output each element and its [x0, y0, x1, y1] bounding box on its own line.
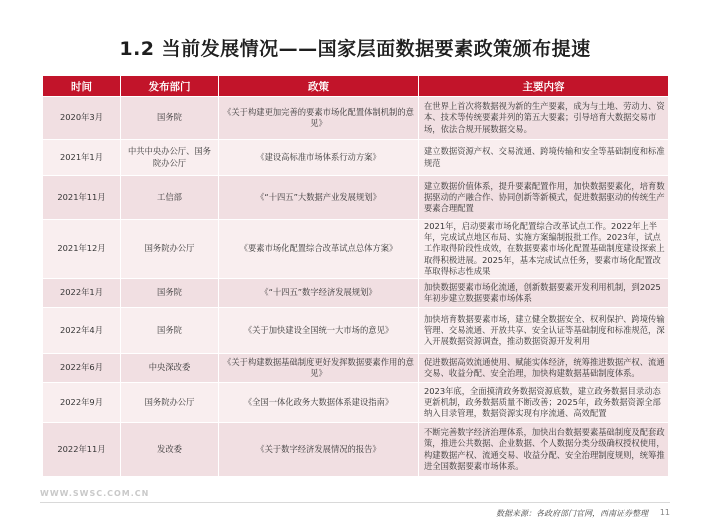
website-watermark: WWW.SWSC.COM.CN: [40, 489, 150, 498]
cell-policy: 《关于构建更加完善的要素市场化配置体制机制的意见》: [219, 97, 419, 140]
cell-content: 2021年，启动要素市场化配置综合改革试点工作。2022年上半年，完成试点地区布局、实施方案编制报批工作。2023年，试点工作取得阶段性成效，在数据要素市场化配置基础制度建设探索上取得积极进展。2025年，基本完成试点任务，要素市场化配置改革取得标志性成果: [419, 220, 669, 279]
cell-department: 国务院办公厅: [121, 220, 219, 279]
table-row: [43, 140, 669, 176]
policy-table-container: [42, 75, 668, 477]
cell-content: 加快数据要素市场化流通，创新数据要素开发利用机制，到2025年初步建立数据要素市场体系: [419, 279, 669, 308]
cell-content: 建立数据价值体系，提升要素配置作用，加快数据要素化，培育数据驱动的产融合作、协同创新等新模式，促进数据驱动的传统生产要素合理配置: [419, 176, 669, 220]
page-title: 1.2 当前发展情况——国家层面数据要素政策颁布提速: [119, 38, 591, 60]
cell-policy: 《关于构建数据基础制度更好发挥数据要素作用的意见》: [219, 354, 419, 383]
page-number: 11: [659, 508, 670, 517]
cell-department: 国务院: [121, 97, 219, 140]
cell-policy: 《全国一体化政务大数据体系建设指南》: [219, 383, 419, 423]
table-row: [43, 97, 669, 140]
cell-time: 2022年1月: [43, 279, 121, 308]
table-row: [43, 220, 669, 279]
cell-policy: 《要素市场化配置综合改革试点总体方案》: [219, 220, 419, 279]
cell-time: 2022年9月: [43, 383, 121, 423]
cell-content: 不断完善数字经济治理体系，加快出台数据要素基础制度及配套政策，推进公共数据、企业数据、个人数据分类分级确权授权使用，构建数据产权、流通交易、收益分配、安全治理制度规则，统筹推进全国数据要素市场体系。: [419, 423, 669, 477]
cell-department: 国务院: [121, 308, 219, 354]
table-row: [43, 308, 669, 354]
table-row: [43, 279, 669, 308]
header-time: 时间: [43, 76, 121, 97]
cell-time: 2022年6月: [43, 354, 121, 383]
cell-department: 国务院: [121, 279, 219, 308]
cell-policy: 《关于加快建设全国统一大市场的意见》: [219, 308, 419, 354]
cell-time: 2021年12月: [43, 220, 121, 279]
data-source-note: 数据来源：各政府部门官网，西南证券整理: [496, 509, 648, 518]
cell-department: 发改委: [121, 423, 219, 477]
cell-content: 加快培育数据要素市场，建立健全数据安全、权利保护、跨境传输管理、交易流通、开放共享、安全认证等基础制度和标准规范，深入开展数据资源调查，推动数据资源开发利用: [419, 308, 669, 354]
footer-divider: [40, 502, 670, 503]
cell-time: 2022年4月: [43, 308, 121, 354]
cell-time: 2020年3月: [43, 97, 121, 140]
cell-department: 国务院办公厅: [121, 383, 219, 423]
cell-time: 2021年11月: [43, 176, 121, 220]
cell-content: 促进数据高效流通使用、赋能实体经济，统筹推进数据产权、流通交易、收益分配、安全治理，加快构建数据基础制度体系。: [419, 354, 669, 383]
table-row: [43, 383, 669, 423]
cell-policy: 《“十四五”数字经济发展规划》: [219, 279, 419, 308]
table-header-row: [43, 76, 669, 97]
cell-department: 中共中央办公厅、国务院办公厅: [121, 140, 219, 176]
cell-content: 2023年底，全面摸清政务数据资源底数，建立政务数据目录动态更新机制，政务数据质量不断改善；2025年，政务数据资源全部纳入目录管理，数据资源实现有序流通、高效配置: [419, 383, 669, 423]
table-row: [43, 354, 669, 383]
cell-content: 建立数据资源产权、交易流通、跨境传输和安全等基础制度和标准规范: [419, 140, 669, 176]
cell-time: 2022年11月: [43, 423, 121, 477]
policy-table: [42, 75, 669, 477]
cell-time: 2021年1月: [43, 140, 121, 176]
header-policy: 政策: [219, 76, 419, 97]
cell-policy: 《“十四五”大数据产业发展规划》: [219, 176, 419, 220]
cell-policy: 《关于数字经济发展情况的报告》: [219, 423, 419, 477]
header-content: 主要内容: [419, 76, 669, 97]
table-row: [43, 176, 669, 220]
cell-policy: 《建设高标准市场体系行动方案》: [219, 140, 419, 176]
table-row: [43, 423, 669, 477]
cell-department: 中央深改委: [121, 354, 219, 383]
cell-content: 在世界上首次将数据视为新的生产要素，成为与土地、劳动力、资本、技术等传统要素并列的第五大要素；引导培育大数据交易市场，依法合规开展数据交易。: [419, 97, 669, 140]
cell-department: 工信部: [121, 176, 219, 220]
header-department: 发布部门: [121, 76, 219, 97]
